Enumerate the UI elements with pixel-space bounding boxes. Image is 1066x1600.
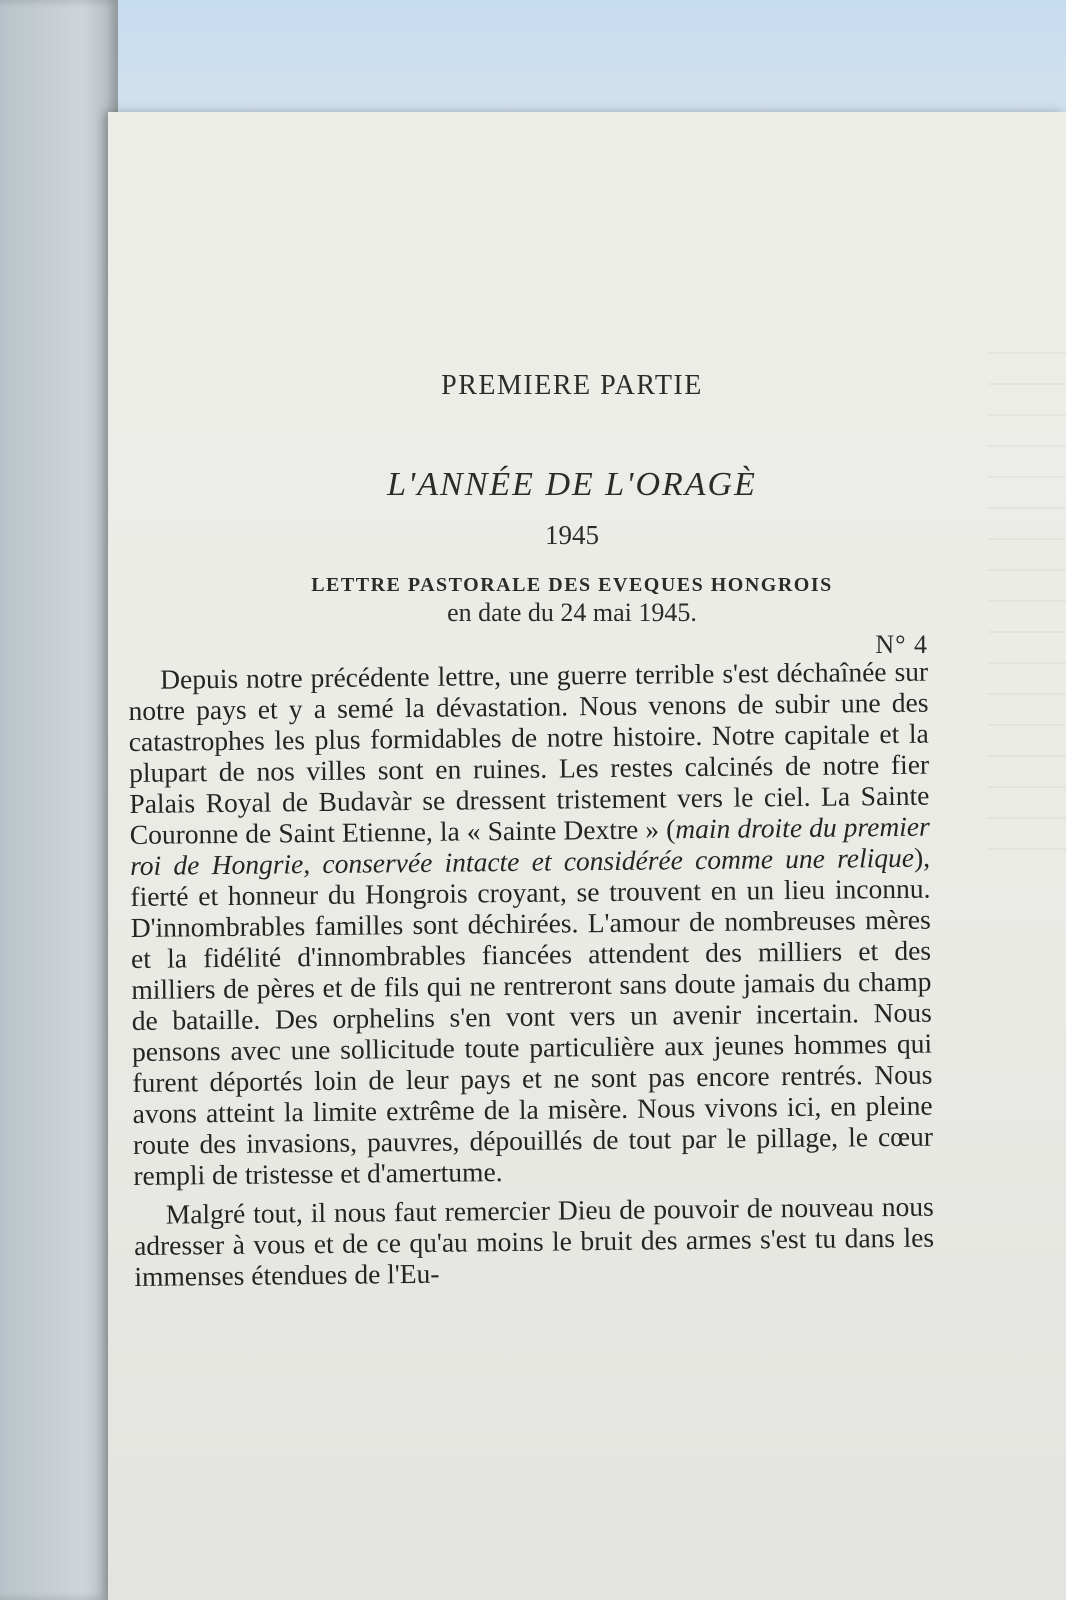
background bbox=[0, 0, 1066, 130]
body-text bbox=[128, 656, 935, 1300]
paragraph-1-end: ), fierté et honneur du Hongrois croyant, se trouvent en un lieu inconnu. D'innombrables familles sont déchirées. L'amour de nombreuses mères et la fidélité d'innombrables fiancées attendent des milliers et des milliers de pères et de fils qui ne rentreront sans doute jamais du champ de bataille. Des orphelins s'en vont vers un avenir incertain. Nous pensons avec une sollicitude toute particulière aux jeunes hommes qui furent déportés loin de leur pays et ne sont pas encore rentrés. Nous avons atteint la limite extrême de la misère. Nous vivons ici, en pleine route des invasions, pauvres, dépouillés de tout par le pillage, le cœur rempli de tristesse et d'amertume. bbox=[130, 841, 934, 1191]
letter-title: LETTRE PASTORALE DES EVEQUES HONGROIS bbox=[311, 574, 833, 596]
part-title: PREMIERE PARTIE bbox=[441, 370, 703, 401]
paragraph-1-italic: main droite du premier roi de Hongrie, conservée intacte et considérée comme une relique bbox=[129, 810, 930, 881]
chapter-title: L'ANNÉE DE L'ORAGÈ bbox=[387, 466, 757, 503]
paragraph-2: Malgré tout, il nous faut remercier Dieu de pouvoir de nouveau nous adresser à vous et de ce qu'au moins le bruit des armes s'est tu dans les immenses étendues de l'Eu- bbox=[133, 1190, 935, 1292]
year-heading: 1945 bbox=[545, 520, 599, 550]
left-page-edge bbox=[0, 0, 118, 1600]
paragraph-1-start: Depuis notre précédente lettre, une guerre terrible s'est déchaînée sur notre pays et y a semé la dévastation. Nous venons de subir une des catastrophes les plus formidables de notre histoire. Notre capitale et la plupart de nos villes sont en ruines. Les restes calcinés de notre fier Palais Royal de Budavàr se dressent tristement vers le ciel. La Sainte Couronne de Saint Etienne, la « Sainte Dextre » ( bbox=[128, 655, 930, 850]
document-number: N° 4 bbox=[875, 630, 928, 659]
letter-date: en date du 24 mai 1945. bbox=[447, 598, 697, 627]
paragraph-1 bbox=[128, 656, 933, 1191]
